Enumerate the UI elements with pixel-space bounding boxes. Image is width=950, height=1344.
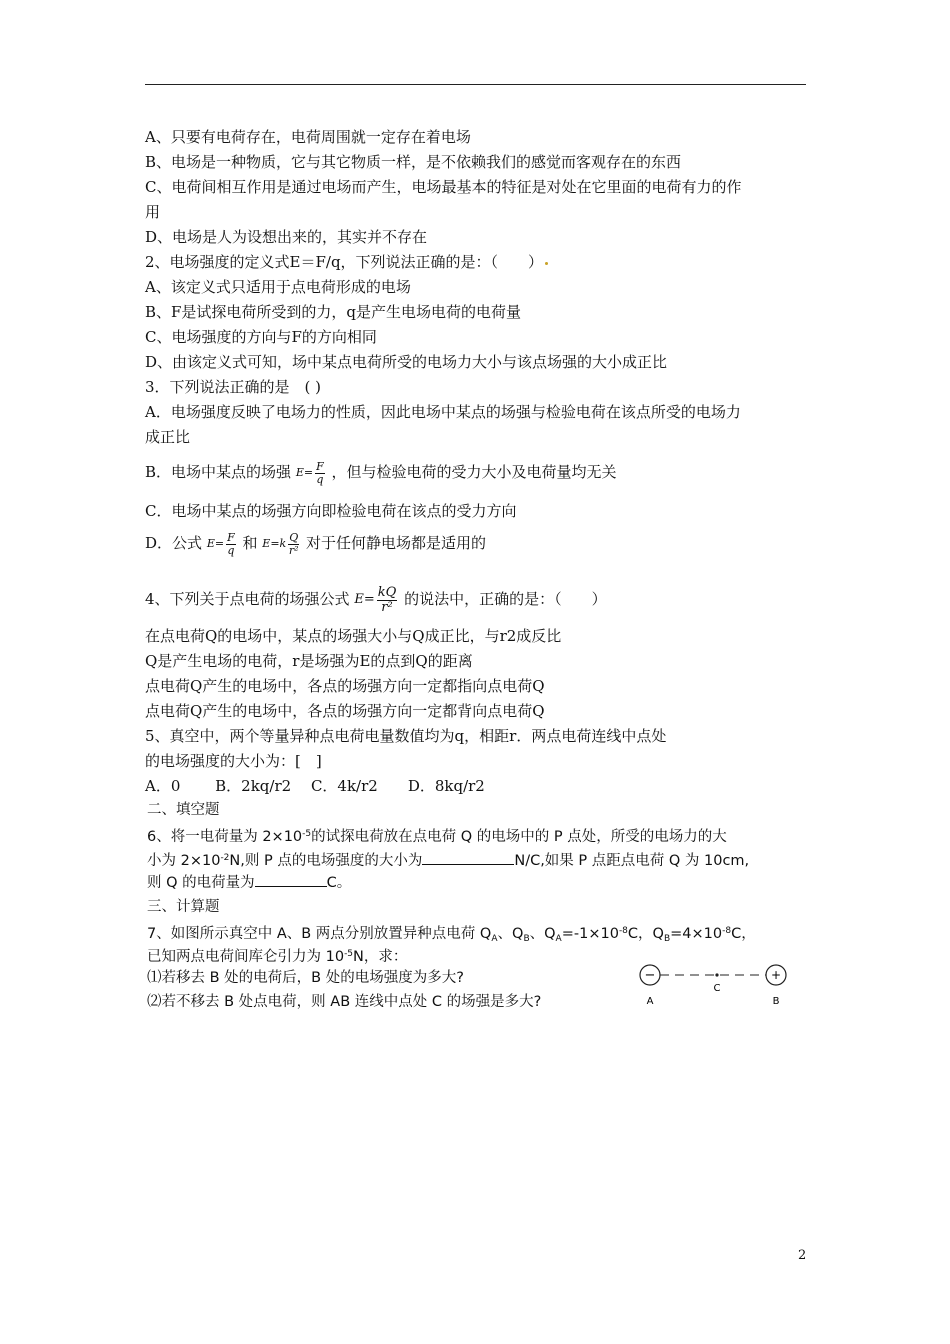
section-calculation: 三、计算题 <box>147 899 220 915</box>
section-fill-in-blank: 二、填空题 <box>147 802 220 818</box>
q6-line2: 小为 $2\times 10^{-2}N$,则 P 点的电场强度的大小为 N/C,如果 P 点距点电荷 Q 为 10cm, <box>147 848 749 871</box>
q4-option-2: Q是产生电场的电荷，r是场强为E的点到Q的距离 <box>145 652 473 670</box>
q3-option-a-line2: 成正比 <box>145 428 191 446</box>
q3-stem: 3．下列说法正确的是 ( ) <box>145 378 322 396</box>
charge-diagram <box>630 962 800 1008</box>
q6-line3: 则 Q 的电荷量为 C。 <box>147 872 351 893</box>
plus-sign: + <box>770 968 782 982</box>
answer-blank-charge[interactable] <box>255 872 327 887</box>
q3-option-d: D．公式 E= $\frac{F}{q}$ 和 E=k $\frac{Q}{\text{r²}}$ 对于任何静电场都是适用的 <box>145 530 487 557</box>
q1-option-c-line2: 用 <box>145 203 161 221</box>
q3-option-a-line1: A．电场强度反映了电场力的性质，因此电场中某点的场强与检验电荷在该点所受的电场力 <box>145 403 741 421</box>
header-rule <box>145 84 806 85</box>
q2-stem: 2、电场强度的定义式E＝F/q，下列说法正确的是：（ ） <box>145 252 548 272</box>
page-number: 2 <box>798 1248 807 1263</box>
q2-option-c: C、电场强度的方向与F的方向相同 <box>145 328 377 346</box>
q7-line1: 7、如图所示真空中 A、B 两点分别放置异种点电荷 $Q_A$、$Q_B$、$Q_A=-1\times 10^{-8}C$，$Q_B=4\times 10^{-8}C$， <box>147 926 756 944</box>
mark-dot <box>545 262 548 265</box>
q4-stem: 4、下列关于点电荷的场强公式 E= $\frac{kQ}{\text{r²}}$ 的说法中，正确的是：（ ） <box>145 584 607 615</box>
answer-blank-field-strength[interactable] <box>422 850 514 865</box>
q1-option-d: D、电场是人为设想出来的，其实并不存在 <box>145 228 428 246</box>
label-a: A <box>646 996 654 1007</box>
q2-option-a: A、该定义式只适用于点电荷形成的电场 <box>145 278 411 296</box>
q5-stem-line1: 5、真空中，两个等量异种点电荷电量数值均为q，相距r．两点电荷连线中点处 <box>145 727 667 745</box>
midpoint-c <box>715 973 718 976</box>
q2-option-d: D、由该定义式可知，场中某点电荷所受的电场力大小与该点场强的大小成正比 <box>145 353 668 371</box>
q3-option-b: B．电场中某点的场强 E= $\frac{F}{q}$ ，但与检验电荷的受力大小及电荷量均无关 <box>145 459 617 486</box>
minus-sign: − <box>644 968 656 983</box>
q1-option-a: A、只要有电荷存在，电荷周围就一定存在着电场 <box>145 128 471 146</box>
q2-option-b: B、F是试探电荷所受到的力，q是产生电场电荷的电荷量 <box>145 303 522 321</box>
q7-subquestion-1: ⑴若移去 B 处的电荷后，B 处的电场强度为多大? <box>147 970 464 986</box>
q3-option-c: C．电场中某点的场强方向即检验电荷在该点的受力方向 <box>145 502 517 520</box>
formula-f-over-q-2: $\frac{F}{q}$ <box>227 530 235 557</box>
label-b: B <box>772 996 780 1007</box>
formula-q-over-r2: $\frac{Q}{\text{r²}}$ <box>288 530 299 557</box>
q7-line2: 已知两点电荷间库仑引力为 $10^{-5}N$，求： <box>147 949 408 965</box>
q5-stem-line2: 的电场强度的大小为：[ ] <box>145 752 322 770</box>
label-c: C <box>713 983 721 994</box>
q4-option-4: 点电荷Q产生的电场中，各点的场强方向一定都背向点电荷Q <box>145 702 545 720</box>
q1-option-b: B、电场是一种物质，它与其它物质一样，是不依赖我们的感觉而客观存在的东西 <box>145 153 682 171</box>
q6-line1: 6、将一电荷量为 $2\times 10^{-5}$的试探电荷放在点电荷 Q 的电场中的 P 点处，所受的电场力的大 <box>147 829 727 845</box>
q4-option-3: 点电荷Q产生的电场中，各点的场强方向一定都指向点电荷Q <box>145 677 545 695</box>
q7-subquestion-2: ⑵若不移去 B 处点电荷，则 AB 连线中点处 C 的场强是多大? <box>147 994 542 1010</box>
q4-option-1: 在点电荷Q的电场中，某点的场强大小与Q成正比，与r2成反比 <box>145 627 562 645</box>
formula-e: E <box>295 466 304 479</box>
formula-f-over-q: $\frac{F}{q}$ <box>316 459 324 486</box>
formula-kq-over-r2: $\frac{kQ}{\text{r²}}$ <box>377 584 397 615</box>
q1-option-c-line1: C、电荷间相互作用是通过电场而产生，电场最基本的特征是对处在它里面的电荷有力的作 <box>145 178 742 196</box>
q5-options: A．0 B．2kq/r2 C．4k/r2 D．8kq/r2 <box>145 777 485 795</box>
